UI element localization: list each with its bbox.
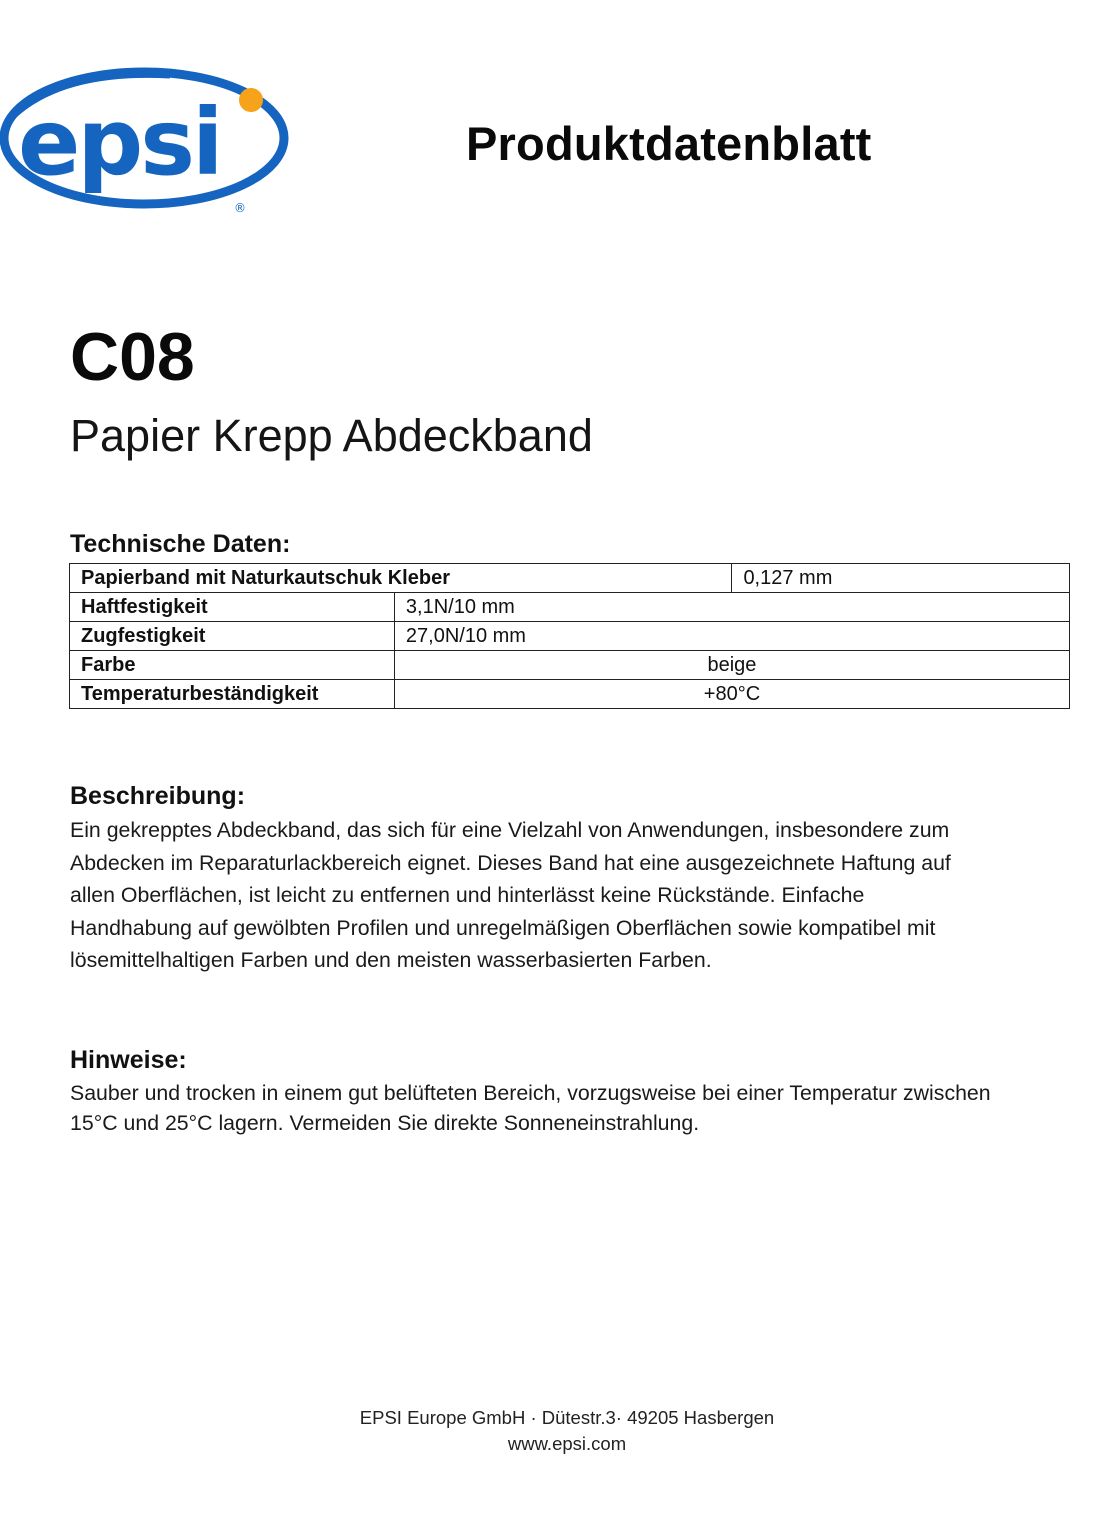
table-row [70, 680, 1070, 709]
table-row [70, 564, 1070, 593]
spec-value: 27,0N/10 mm [394, 622, 1069, 651]
epsi-logo [0, 62, 292, 217]
product-name: Papier Krepp Abdeckband [70, 410, 593, 461]
description-line: Abdecken im Reparaturlackbereich eignet. Dieses Band hat eine ausgezeichnete Haftung auf [70, 850, 951, 875]
table-row [70, 593, 1070, 622]
spec-label: Farbe [70, 651, 395, 680]
spec-value: beige [394, 651, 1069, 680]
notes-line: Sauber und trocken in einem gut belüfteten Bereich, vorzugsweise bei einer Temperatur zwischen [70, 1081, 991, 1105]
document-title: Produktdatenblatt [466, 117, 872, 170]
spec-value: 3,1N/10 mm [394, 593, 1069, 622]
description-line: allen Oberflächen, ist leicht zu entfernen und hinterlässt keine Rückstände. Einfache [70, 883, 865, 907]
description-line: Handhabung auf gewölbten Profilen und unregelmäßigen Oberflächen sowie kompatibel mit [70, 915, 936, 940]
logo-orange-dot [239, 88, 263, 112]
description-title: Beschreibung: [70, 782, 246, 810]
spec-value: +80°C [394, 680, 1069, 709]
spec-label: Papierband mit Naturkautschuk Kleber [70, 564, 732, 593]
notes-text [70, 1078, 1060, 1138]
spec-value: 0,127 mm [732, 564, 1070, 593]
footer-website-link[interactable]: www.epsi.com [507, 1433, 627, 1454]
notes-line: 15°C und 25°C lagern. Vermeiden Sie direkte Sonneneinstrahlung. [70, 1111, 700, 1135]
description-line: Ein gekrepptes Abdeckband, das sich für eine Vielzahl von Anwendungen, insbesondere zum [70, 818, 950, 842]
notes-title: Hinweise: [70, 1046, 187, 1074]
technical-data-table [69, 563, 1070, 709]
table-row [70, 622, 1070, 651]
description-line: lösemittelhaltigen Farben und den meisten wasserbasierten Farben. [70, 948, 712, 972]
technical-data-title: Technische Daten: [70, 530, 291, 558]
table-row [70, 651, 1070, 680]
product-code: C08 [70, 319, 195, 395]
logo-registered-mark: ® [234, 201, 246, 215]
logo-wordmark: epsi [18, 89, 221, 196]
spec-label: Zugfestigkeit [70, 622, 395, 651]
description-text [70, 814, 1070, 977]
spec-label: Haftfestigkeit [70, 593, 395, 622]
footer-address: EPSI Europe GmbH · Dütestr.3· 49205 Hasbergen [359, 1407, 775, 1428]
spec-label: Temperaturbeständigkeit [70, 680, 395, 709]
